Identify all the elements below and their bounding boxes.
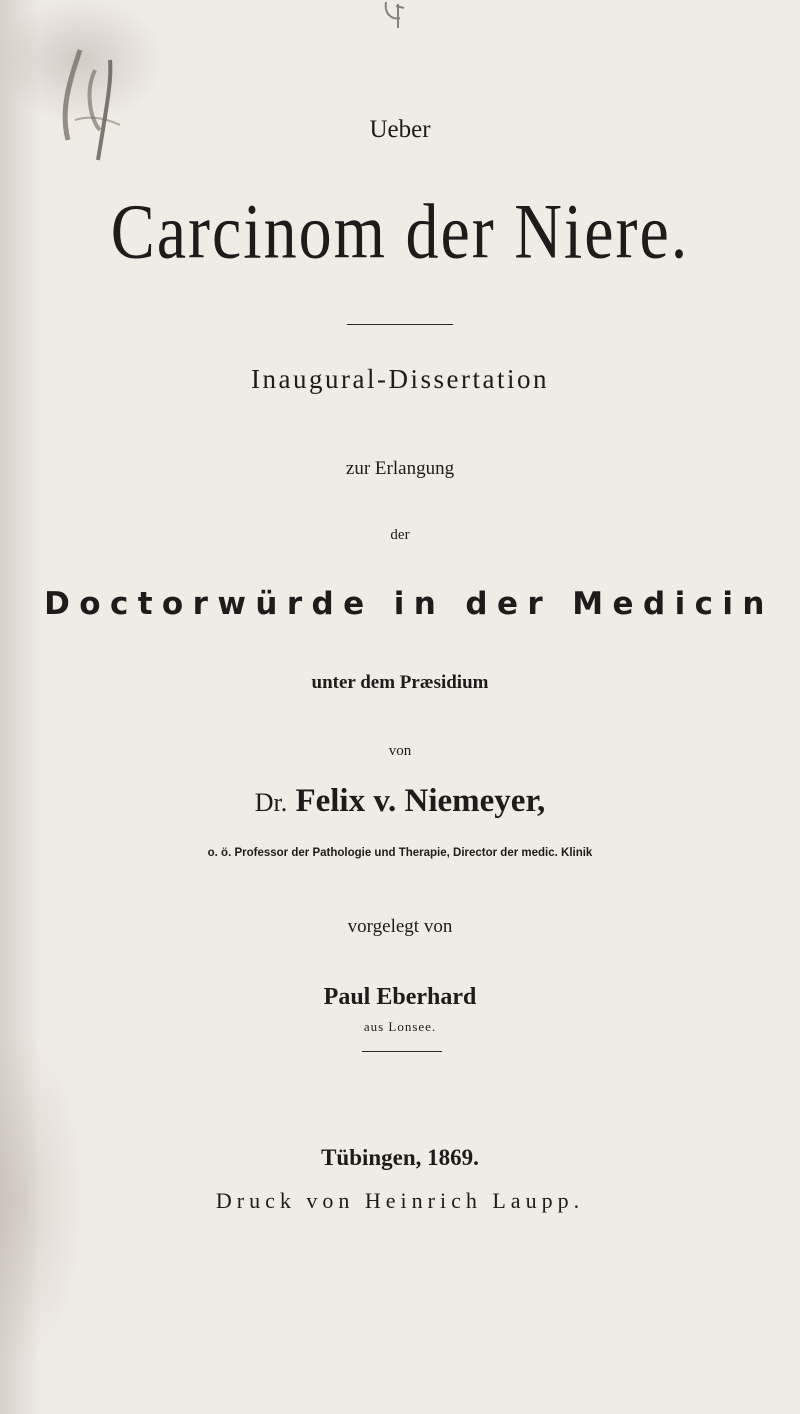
president-title: o. ö. Professor der Pathologie und Therapie, Director der medic. Klinik	[207, 847, 593, 859]
handwritten-mark	[40, 30, 170, 180]
president-prefix: Dr.	[254, 788, 288, 817]
main-title: Carcinom der Niere.	[110, 189, 690, 276]
article-text: der	[390, 527, 410, 543]
president-name-line	[0, 783, 800, 820]
place-year: Tübingen, 1869.	[321, 1145, 479, 1170]
author-name: Paul Eberhard	[323, 984, 477, 1010]
purpose-text: zur Erlangung	[345, 458, 455, 479]
pre-title: Ueber	[369, 116, 431, 143]
von-text: von	[388, 743, 412, 759]
divider	[347, 324, 453, 325]
president-name: Felix v. Niemeyer,	[295, 783, 546, 819]
divider	[362, 1051, 442, 1052]
degree-text: Doctorwürde in der Medicin	[44, 586, 774, 622]
handwritten-mark	[378, 0, 418, 30]
presidium-text: unter dem Præsidium	[311, 672, 489, 693]
printer: Druck von Heinrich Laupp.	[215, 1188, 585, 1213]
presented-by: vorgelegt von	[347, 916, 453, 937]
author-origin: aus Lonsee.	[363, 1019, 437, 1034]
dissertation-label: Inaugural-Dissertation	[251, 364, 549, 394]
